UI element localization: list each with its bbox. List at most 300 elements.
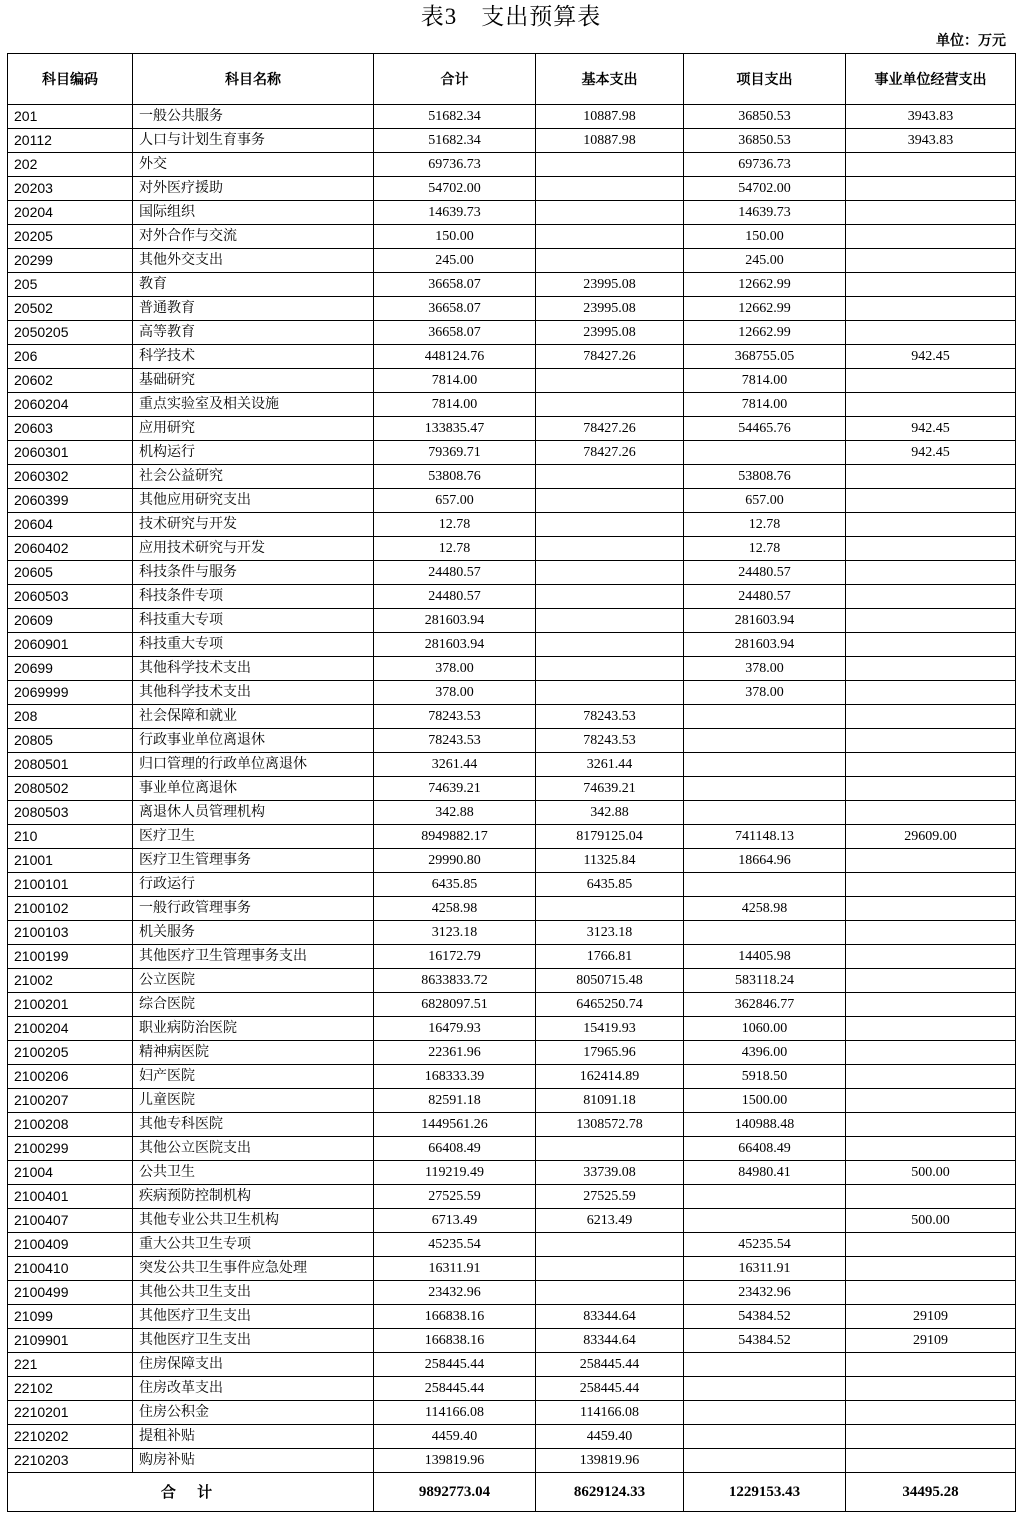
cell-project: 54702.00 [684, 177, 846, 201]
cell-name: 国际组织 [133, 201, 374, 225]
cell-project: 36850.53 [684, 129, 846, 153]
cell-business [846, 1065, 1016, 1089]
cell-basic: 258445.44 [536, 1353, 684, 1377]
cell-business [846, 177, 1016, 201]
cell-total: 7814.00 [374, 393, 536, 417]
cell-business [846, 537, 1016, 561]
cell-total: 36658.07 [374, 273, 536, 297]
cell-business: 29609.00 [846, 825, 1016, 849]
table-row [8, 129, 1016, 153]
cell-project: 4396.00 [684, 1041, 846, 1065]
cell-code: 2100101 [8, 873, 133, 897]
cell-business: 500.00 [846, 1209, 1016, 1233]
table-title: 表3 支出预算表 [420, 4, 602, 29]
cell-name: 其他医疗卫生管理事务支出 [133, 945, 374, 969]
cell-project [684, 729, 846, 753]
cell-code: 2100407 [8, 1209, 133, 1233]
cell-project: 84980.41 [684, 1161, 846, 1185]
cell-name: 一般行政管理事务 [133, 897, 374, 921]
cell-code: 2050205 [8, 321, 133, 345]
cell-total: 69736.73 [374, 153, 536, 177]
cell-total: 36658.07 [374, 297, 536, 321]
table-row [8, 1329, 1016, 1353]
cell-basic [536, 1281, 684, 1305]
cell-basic [536, 153, 684, 177]
cell-name: 人口与计划生育事务 [133, 129, 374, 153]
cell-business: 500.00 [846, 1161, 1016, 1185]
cell-business: 942.45 [846, 417, 1016, 441]
cell-name: 疾病预防控制机构 [133, 1185, 374, 1209]
cell-business: 29109 [846, 1305, 1016, 1329]
cell-code: 2060302 [8, 465, 133, 489]
cell-total: 281603.94 [374, 633, 536, 657]
cell-total: 53808.76 [374, 465, 536, 489]
cell-business [846, 1401, 1016, 1425]
cell-total: 22361.96 [374, 1041, 536, 1065]
cell-basic: 6213.49 [536, 1209, 684, 1233]
cell-total: 168333.39 [374, 1065, 536, 1089]
cell-total: 133835.47 [374, 417, 536, 441]
cell-basic [536, 369, 684, 393]
cell-basic: 83344.64 [536, 1329, 684, 1353]
cell-basic: 33739.08 [536, 1161, 684, 1185]
cell-business [846, 1113, 1016, 1137]
cell-business [846, 1233, 1016, 1257]
cell-total: 4459.40 [374, 1425, 536, 1449]
cell-business [846, 273, 1016, 297]
cell-basic [536, 177, 684, 201]
table-row [8, 1449, 1016, 1473]
cell-project: 54384.52 [684, 1305, 846, 1329]
cell-name: 技术研究与开发 [133, 513, 374, 537]
cell-name: 其他专业公共卫生机构 [133, 1209, 374, 1233]
cell-project [684, 1401, 846, 1425]
cell-code: 2100299 [8, 1137, 133, 1161]
cell-basic: 6435.85 [536, 873, 684, 897]
cell-name: 机构运行 [133, 441, 374, 465]
cell-total: 166838.16 [374, 1305, 536, 1329]
cell-name: 应用研究 [133, 417, 374, 441]
cell-basic: 74639.21 [536, 777, 684, 801]
cell-basic [536, 897, 684, 921]
cell-project [684, 801, 846, 825]
table-row [8, 441, 1016, 465]
cell-basic: 1766.81 [536, 945, 684, 969]
cell-total: 378.00 [374, 681, 536, 705]
cell-project [684, 777, 846, 801]
cell-basic: 10887.98 [536, 129, 684, 153]
cell-business [846, 585, 1016, 609]
cell-total: 27525.59 [374, 1185, 536, 1209]
cell-project: 53808.76 [684, 465, 846, 489]
cell-project: 45235.54 [684, 1233, 846, 1257]
total-sum: 9892773.04 [374, 1473, 536, 1512]
cell-code: 20602 [8, 369, 133, 393]
cell-name: 其他公立医院支出 [133, 1137, 374, 1161]
table-row [8, 105, 1016, 129]
cell-code: 20502 [8, 297, 133, 321]
table-row [8, 393, 1016, 417]
cell-name: 科技重大专项 [133, 633, 374, 657]
cell-total: 23432.96 [374, 1281, 536, 1305]
cell-code: 2100103 [8, 921, 133, 945]
cell-business [846, 561, 1016, 585]
cell-code: 2100199 [8, 945, 133, 969]
cell-project: 1500.00 [684, 1089, 846, 1113]
cell-code: 201 [8, 105, 133, 129]
cell-code: 2060399 [8, 489, 133, 513]
cell-project: 12662.99 [684, 297, 846, 321]
cell-name: 对外合作与交流 [133, 225, 374, 249]
cell-basic: 78427.26 [536, 417, 684, 441]
header-business: 事业单位经营支出 [846, 54, 1016, 105]
cell-business [846, 897, 1016, 921]
cell-code: 20605 [8, 561, 133, 585]
cell-code: 20203 [8, 177, 133, 201]
cell-project [684, 921, 846, 945]
cell-basic: 139819.96 [536, 1449, 684, 1473]
cell-name: 归口管理的行政单位离退休 [133, 753, 374, 777]
table-row [8, 825, 1016, 849]
cell-total: 258445.44 [374, 1377, 536, 1401]
cell-business [846, 657, 1016, 681]
cell-code: 205 [8, 273, 133, 297]
cell-project: 583118.24 [684, 969, 846, 993]
cell-business: 942.45 [846, 441, 1016, 465]
cell-project: 24480.57 [684, 585, 846, 609]
cell-code: 21002 [8, 969, 133, 993]
cell-code: 202 [8, 153, 133, 177]
table-row [8, 801, 1016, 825]
cell-project [684, 1185, 846, 1209]
table-row [8, 1185, 1016, 1209]
table-row [8, 585, 1016, 609]
cell-business [846, 633, 1016, 657]
cell-basic: 23995.08 [536, 321, 684, 345]
table-row [8, 1089, 1016, 1113]
cell-code: 221 [8, 1353, 133, 1377]
cell-business [846, 225, 1016, 249]
cell-name: 精神病医院 [133, 1041, 374, 1065]
cell-name: 其他科学技术支出 [133, 657, 374, 681]
table-row [8, 993, 1016, 1017]
cell-project: 12.78 [684, 537, 846, 561]
cell-basic: 23995.08 [536, 297, 684, 321]
table-row [8, 753, 1016, 777]
table-row [8, 729, 1016, 753]
cell-basic: 4459.40 [536, 1425, 684, 1449]
cell-project: 150.00 [684, 225, 846, 249]
cell-project [684, 1425, 846, 1449]
cell-business [846, 489, 1016, 513]
cell-business [846, 1089, 1016, 1113]
cell-basic: 8179125.04 [536, 825, 684, 849]
table-row [8, 1161, 1016, 1185]
cell-business [846, 729, 1016, 753]
cell-basic: 78427.26 [536, 441, 684, 465]
cell-basic [536, 585, 684, 609]
cell-project: 23432.96 [684, 1281, 846, 1305]
cell-total: 24480.57 [374, 561, 536, 585]
table-row [8, 201, 1016, 225]
cell-business [846, 513, 1016, 537]
cell-business [846, 609, 1016, 633]
table-row [8, 153, 1016, 177]
cell-code: 20603 [8, 417, 133, 441]
cell-code: 2100208 [8, 1113, 133, 1137]
cell-code: 20112 [8, 129, 133, 153]
cell-name: 高等教育 [133, 321, 374, 345]
cell-basic: 17965.96 [536, 1041, 684, 1065]
cell-code: 2210202 [8, 1425, 133, 1449]
table-row [8, 1353, 1016, 1377]
table-row [8, 1065, 1016, 1089]
cell-total: 78243.53 [374, 705, 536, 729]
cell-name: 购房补贴 [133, 1449, 374, 1473]
cell-name: 普通教育 [133, 297, 374, 321]
cell-business [846, 321, 1016, 345]
table-row [8, 177, 1016, 201]
table-row [8, 1113, 1016, 1137]
cell-basic: 78243.53 [536, 729, 684, 753]
cell-code: 20604 [8, 513, 133, 537]
cell-basic [536, 633, 684, 657]
cell-name: 提租补贴 [133, 1425, 374, 1449]
cell-total: 8949882.17 [374, 825, 536, 849]
cell-code: 2100102 [8, 897, 133, 921]
cell-project: 24480.57 [684, 561, 846, 585]
cell-name: 基础研究 [133, 369, 374, 393]
table-row [8, 465, 1016, 489]
table-row [8, 921, 1016, 945]
header-row [8, 54, 1016, 105]
cell-basic: 342.88 [536, 801, 684, 825]
cell-basic: 6465250.74 [536, 993, 684, 1017]
cell-basic [536, 489, 684, 513]
cell-total: 74639.21 [374, 777, 536, 801]
cell-project: 245.00 [684, 249, 846, 273]
cell-name: 公共卫生 [133, 1161, 374, 1185]
cell-basic: 8050715.48 [536, 969, 684, 993]
cell-project [684, 1209, 846, 1233]
cell-total: 51682.34 [374, 105, 536, 129]
cell-code: 206 [8, 345, 133, 369]
cell-code: 20205 [8, 225, 133, 249]
cell-code: 21099 [8, 1305, 133, 1329]
cell-code: 210 [8, 825, 133, 849]
table-row [8, 513, 1016, 537]
cell-project [684, 705, 846, 729]
cell-project: 7814.00 [684, 393, 846, 417]
cell-total: 139819.96 [374, 1449, 536, 1473]
cell-business [846, 1257, 1016, 1281]
cell-total: 448124.76 [374, 345, 536, 369]
header-basic: 基本支出 [536, 54, 684, 105]
cell-business [846, 1137, 1016, 1161]
cell-business [846, 993, 1016, 1017]
cell-name: 其他外交支出 [133, 249, 374, 273]
cell-business [846, 249, 1016, 273]
table-row [8, 225, 1016, 249]
table-body [8, 105, 1016, 1473]
cell-basic [536, 201, 684, 225]
cell-project: 36850.53 [684, 105, 846, 129]
table-row [8, 1281, 1016, 1305]
cell-business [846, 873, 1016, 897]
table-row [8, 633, 1016, 657]
table-row [8, 249, 1016, 273]
cell-name: 突发公共卫生事件应急处理 [133, 1257, 374, 1281]
table-row [8, 609, 1016, 633]
cell-total: 12.78 [374, 537, 536, 561]
table-row [8, 369, 1016, 393]
cell-total: 378.00 [374, 657, 536, 681]
header-total: 合计 [374, 54, 536, 105]
cell-project: 1060.00 [684, 1017, 846, 1041]
table-row [8, 1137, 1016, 1161]
cell-business [846, 1185, 1016, 1209]
cell-code: 20204 [8, 201, 133, 225]
cell-code: 2060503 [8, 585, 133, 609]
cell-project: 281603.94 [684, 609, 846, 633]
cell-project: 12662.99 [684, 321, 846, 345]
cell-total: 166838.16 [374, 1329, 536, 1353]
table-row [8, 297, 1016, 321]
cell-name: 离退休人员管理机构 [133, 801, 374, 825]
cell-name: 医疗卫生管理事务 [133, 849, 374, 873]
total-project: 1229153.43 [684, 1473, 846, 1512]
cell-code: 20609 [8, 609, 133, 633]
cell-basic: 162414.89 [536, 1065, 684, 1089]
cell-project: 7814.00 [684, 369, 846, 393]
cell-code: 2210201 [8, 1401, 133, 1425]
cell-total: 51682.34 [374, 129, 536, 153]
cell-project: 378.00 [684, 681, 846, 705]
cell-name: 机关服务 [133, 921, 374, 945]
cell-basic: 23995.08 [536, 273, 684, 297]
cell-basic: 81091.18 [536, 1089, 684, 1113]
cell-project: 378.00 [684, 657, 846, 681]
table-row [8, 681, 1016, 705]
table-row [8, 1041, 1016, 1065]
cell-project [684, 873, 846, 897]
cell-name: 其他医疗卫生支出 [133, 1329, 374, 1353]
cell-total: 6828097.51 [374, 993, 536, 1017]
cell-business [846, 297, 1016, 321]
cell-basic [536, 1137, 684, 1161]
cell-project: 362846.77 [684, 993, 846, 1017]
table-row [8, 705, 1016, 729]
table-row [8, 969, 1016, 993]
cell-business [846, 1425, 1016, 1449]
cell-code: 2080503 [8, 801, 133, 825]
cell-business: 3943.83 [846, 105, 1016, 129]
cell-code: 20805 [8, 729, 133, 753]
cell-name: 行政事业单位离退休 [133, 729, 374, 753]
cell-project: 14639.73 [684, 201, 846, 225]
cell-name: 住房保障支出 [133, 1353, 374, 1377]
cell-name: 其他科学技术支出 [133, 681, 374, 705]
cell-business [846, 753, 1016, 777]
cell-total: 8633833.72 [374, 969, 536, 993]
total-label: 合 计 [8, 1473, 374, 1512]
cell-basic [536, 225, 684, 249]
cell-code: 21001 [8, 849, 133, 873]
cell-total: 45235.54 [374, 1233, 536, 1257]
cell-basic [536, 1257, 684, 1281]
table-row [8, 1257, 1016, 1281]
cell-name: 科技重大专项 [133, 609, 374, 633]
cell-code: 2060301 [8, 441, 133, 465]
cell-code: 2100409 [8, 1233, 133, 1257]
cell-name: 其他应用研究支出 [133, 489, 374, 513]
cell-name: 公立医院 [133, 969, 374, 993]
cell-code: 2100205 [8, 1041, 133, 1065]
cell-basic: 78243.53 [536, 705, 684, 729]
cell-name: 职业病防治医院 [133, 1017, 374, 1041]
cell-total: 16311.91 [374, 1257, 536, 1281]
cell-business [846, 1377, 1016, 1401]
table-row [8, 849, 1016, 873]
cell-project: 5918.50 [684, 1065, 846, 1089]
table-row [8, 873, 1016, 897]
cell-business: 942.45 [846, 345, 1016, 369]
cell-basic: 78427.26 [536, 345, 684, 369]
cell-total: 150.00 [374, 225, 536, 249]
cell-total: 36658.07 [374, 321, 536, 345]
cell-project: 16311.91 [684, 1257, 846, 1281]
cell-total: 6435.85 [374, 873, 536, 897]
cell-code: 20299 [8, 249, 133, 273]
cell-project: 18664.96 [684, 849, 846, 873]
cell-name: 教育 [133, 273, 374, 297]
cell-project [684, 1449, 846, 1473]
cell-name: 医疗卫生 [133, 825, 374, 849]
cell-business [846, 681, 1016, 705]
cell-basic: 114166.08 [536, 1401, 684, 1425]
cell-business [846, 369, 1016, 393]
cell-name: 妇产医院 [133, 1065, 374, 1089]
cell-basic [536, 561, 684, 585]
cell-code: 2060901 [8, 633, 133, 657]
cell-name: 住房公积金 [133, 1401, 374, 1425]
cell-name: 儿童医院 [133, 1089, 374, 1113]
cell-name: 对外医疗援助 [133, 177, 374, 201]
cell-project: 140988.48 [684, 1113, 846, 1137]
cell-total: 245.00 [374, 249, 536, 273]
cell-business [846, 393, 1016, 417]
cell-total: 342.88 [374, 801, 536, 825]
cell-name: 事业单位离退休 [133, 777, 374, 801]
cell-project [684, 753, 846, 777]
cell-basic [536, 465, 684, 489]
cell-basic: 3261.44 [536, 753, 684, 777]
cell-code: 2100201 [8, 993, 133, 1017]
cell-total: 3123.18 [374, 921, 536, 945]
cell-business [846, 201, 1016, 225]
cell-total: 7814.00 [374, 369, 536, 393]
cell-code: 2060402 [8, 537, 133, 561]
cell-business [846, 465, 1016, 489]
cell-basic: 258445.44 [536, 1377, 684, 1401]
cell-project: 54384.52 [684, 1329, 846, 1353]
table-row [8, 1233, 1016, 1257]
cell-project [684, 441, 846, 465]
cell-total: 3261.44 [374, 753, 536, 777]
cell-total: 657.00 [374, 489, 536, 513]
cell-code: 2100204 [8, 1017, 133, 1041]
cell-code: 208 [8, 705, 133, 729]
